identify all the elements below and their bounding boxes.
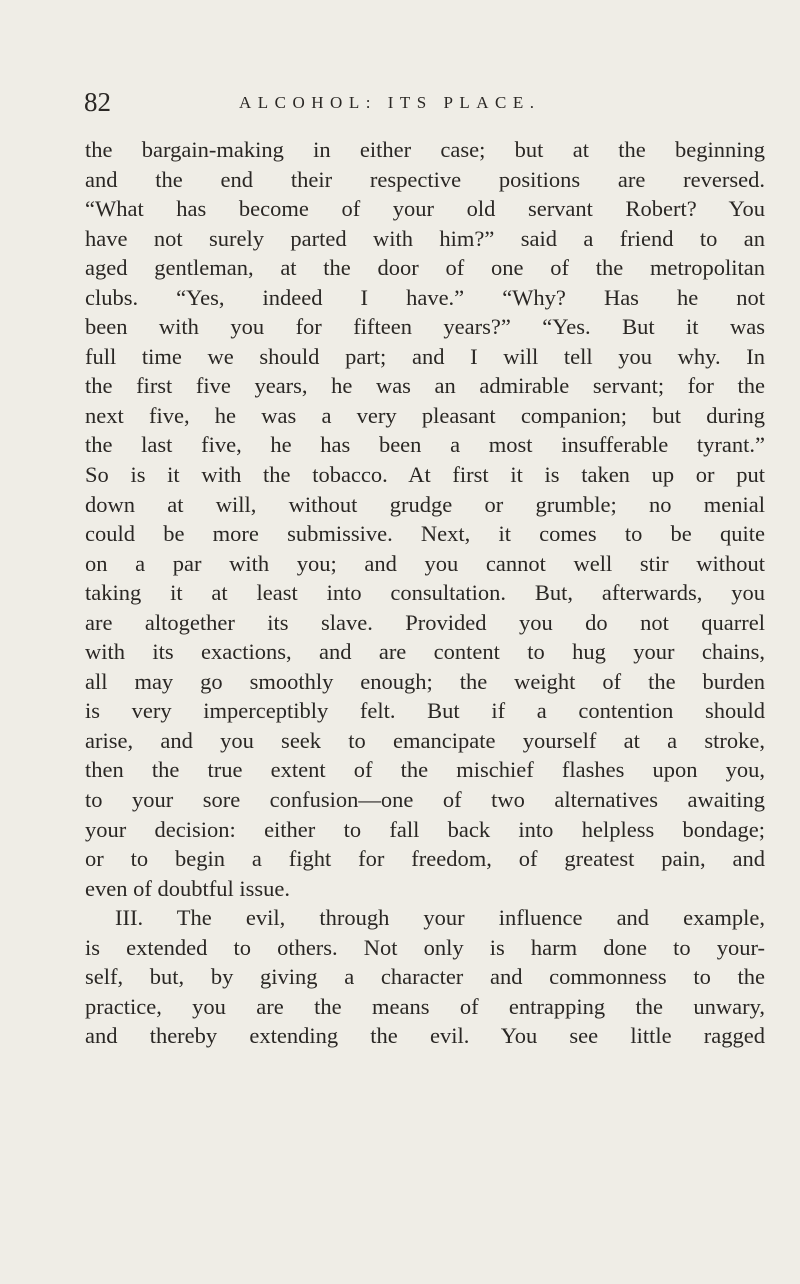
text-line: So is it with the tobacco. At first it is taken up or put: [85, 462, 765, 488]
text-line: the first five years, he was an admirable servant; for the: [85, 373, 765, 399]
text-line: and the end their respective positions are reversed.: [85, 166, 765, 192]
paragraph-end-line: even of doubtful issue.: [85, 875, 290, 901]
body-text: [85, 135, 765, 1051]
text-line: have not surely parted with him?” said a friend to an: [85, 225, 765, 251]
text-line: practice, you are the means of entrapping the unwary,: [85, 993, 765, 1019]
text-line: all may go smoothly enough; the weight of the burden: [85, 668, 765, 694]
text-line: the last five, he has been a most insufferable tyrant.”: [85, 432, 765, 458]
text-line: “What has become of your old servant Robert? You: [85, 196, 765, 222]
text-line: is extended to others. Not only is harm done to your-: [85, 934, 765, 960]
text-line: or to begin a fight for freedom, of greatest pain, and: [85, 846, 765, 872]
text-line: been with you for fifteen years?” “Yes. But it was: [85, 314, 765, 340]
page-header: [84, 86, 764, 118]
running-head: ALCOHOL: ITS PLACE.: [239, 93, 541, 112]
text-line: and thereby extending the evil. You see little ragged: [85, 1023, 765, 1049]
text-line: to your sore confusion—one of two alternatives awaiting: [85, 787, 765, 813]
text-line: full time we should part; and I will tell you why. In: [85, 343, 765, 369]
text-line: on a par with you; and you cannot well stir without: [85, 550, 765, 576]
text-line: next five, he was a very pleasant companion; but during: [85, 402, 765, 428]
text-line: down at will, without grudge or grumble; no menial: [85, 491, 765, 517]
text-line: could be more submissive. Next, it comes to be quite: [85, 521, 765, 547]
text-line: are altogether its slave. Provided you do not quarrel: [85, 609, 765, 635]
text-line: aged gentleman, at the door of one of the metropolitan: [85, 255, 765, 281]
text-line: with its exactions, and are content to hug your chains,: [85, 639, 765, 665]
text-line: arise, and you seek to emancipate yourself at a stroke,: [85, 727, 765, 753]
text-line: the bargain-making in either case; but at the beginning: [85, 137, 765, 162]
text-line: your decision: either to fall back into helpless bondage;: [85, 816, 765, 842]
text-line: is very imperceptibly felt. But if a contention should: [85, 698, 765, 724]
text-line: taking it at least into consultation. But, afterwards, you: [85, 580, 765, 606]
text-line: then the true extent of the mischief flashes upon you,: [85, 757, 765, 783]
text-line: clubs. “Yes, indeed I have.” “Why? Has he not: [85, 284, 765, 310]
section-start-line: III. The evil, through your influence and example,: [115, 905, 765, 931]
page-number: 82: [84, 87, 111, 117]
text-line: self, but, by giving a character and commonness to the: [85, 964, 765, 990]
